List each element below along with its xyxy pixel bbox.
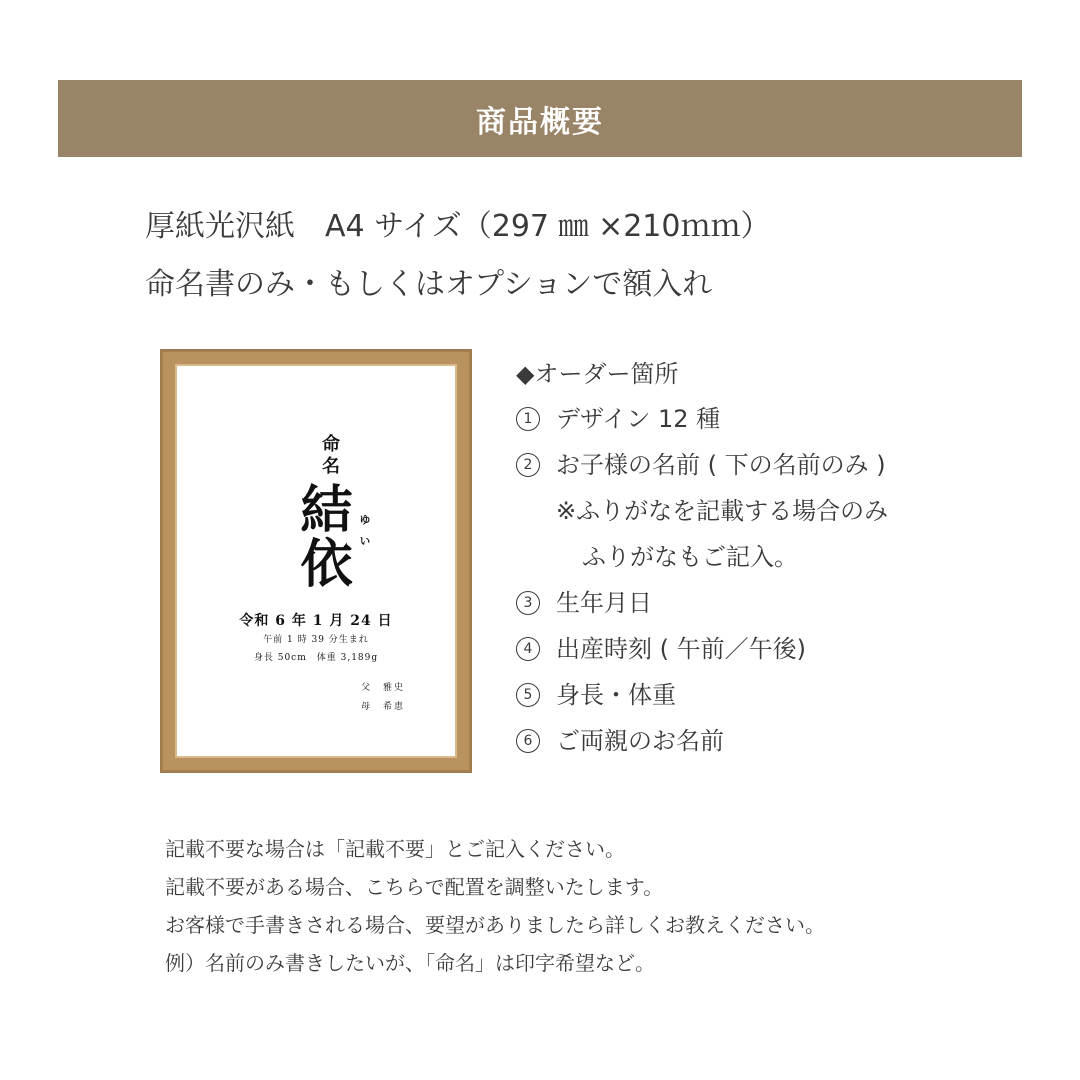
order-items	[516, 352, 888, 764]
order-item-label: ご両親のお名前	[556, 727, 724, 755]
certificate-birth-date: 令和 6 年 1 月 24 日	[239, 613, 393, 629]
order-item-label: 身長・体重	[556, 681, 676, 709]
order-item-label: デザイン 12 種	[556, 405, 721, 433]
order-item-label: 出産時刻 ( 午前／午後)	[556, 635, 806, 663]
section-title: 商品概要	[476, 104, 604, 140]
note-line: 記載不要がある場合、こちらで配置を調整いたします。	[165, 875, 664, 899]
order-item-child-name	[516, 442, 888, 488]
note-line: 例）名前のみ書きしたいが、「命名」は印字希望など。	[165, 951, 655, 975]
order-heading: ◆オーダー箇所	[516, 360, 679, 388]
certificate-father: 父 雅史	[361, 683, 406, 693]
circled-number: 3	[516, 591, 540, 615]
circled-number: 4	[516, 637, 540, 661]
order-item-birth-time	[516, 626, 888, 672]
order-item-height-weight	[516, 672, 888, 718]
naming-certificate	[175, 364, 457, 758]
product-summary	[145, 198, 770, 314]
section-banner	[58, 80, 1022, 157]
framed-certificate-image	[161, 350, 471, 772]
furigana-note: ※ふりがなを記載する場合のみ	[556, 497, 889, 525]
order-item-birth-date	[516, 580, 888, 626]
note-line: 記載不要な場合は「記載不要」とご記入ください。	[165, 837, 625, 861]
circled-number: 5	[516, 683, 540, 707]
certificate-name: 結依	[291, 482, 352, 590]
certificate-title: 命名	[319, 434, 340, 478]
frame-option-text: 命名書のみ・もしくはオプションで額入れ	[145, 267, 713, 302]
circled-number: 6	[516, 729, 540, 753]
certificate-birth-time: 午前 1 時 39 分生まれ	[263, 635, 369, 645]
certificate-furigana: ゆい	[358, 514, 371, 556]
order-item-parent-names	[516, 718, 888, 764]
order-item-design	[516, 396, 888, 442]
circled-number: 2	[516, 453, 540, 477]
order-item-label: 生年月日	[556, 589, 652, 617]
certificate-height-weight: 身長 50cm 体重 3,189g	[253, 653, 379, 663]
furigana-note-continued: ふりがなもご記入。	[582, 543, 798, 571]
certificate-mother: 母 希恵	[361, 702, 406, 712]
order-item-label: お子様の名前 ( 下の名前のみ )	[556, 451, 886, 479]
note-line: お客様で手書きされる場合、要望がありましたら詳しくお教えください。	[165, 913, 825, 937]
paper-size-text: 厚紙光沢紙 A4 サイズ（297 ㎜ ×210ｍｍ）	[145, 209, 771, 244]
order-notes	[165, 830, 825, 982]
circled-number: 1	[516, 407, 540, 431]
